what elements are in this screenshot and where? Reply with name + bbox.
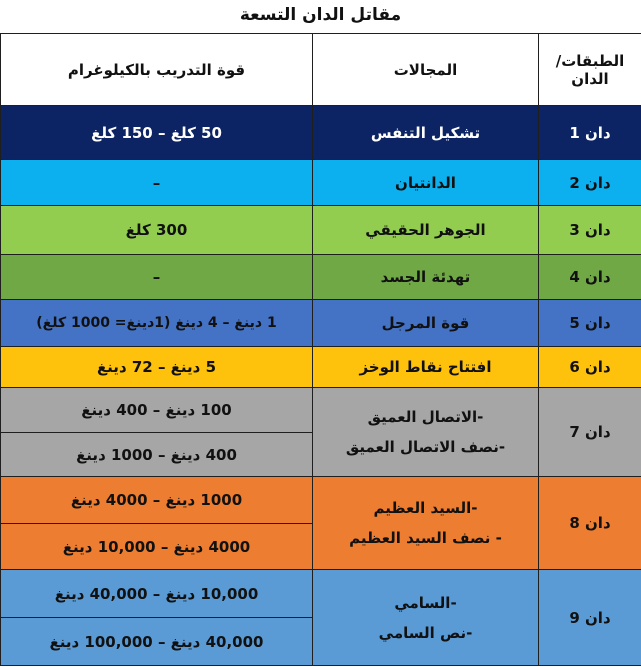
table-row <box>1 206 641 255</box>
strength-cell: 400 دينغ – 1000 دينغ <box>1 433 313 477</box>
dan-cell: دان 6 <box>539 347 641 388</box>
table-row <box>1 477 641 524</box>
field-cell: قوة المرجل <box>313 300 539 347</box>
header-fields: المجالات <box>313 34 539 106</box>
strength-cell: – <box>1 255 313 300</box>
strength-cell: 40,000 دينغ – 100,000 دينغ <box>1 618 313 666</box>
header-strength: قوة التدريب بالكيلوغرام <box>1 34 313 106</box>
field-cell: تهدئة الجسد <box>313 255 539 300</box>
header-level: الطبقات/ الدان <box>539 34 641 106</box>
strength-cell: 100 دينغ – 400 دينغ <box>1 388 313 433</box>
table-row <box>1 570 641 618</box>
strength-cell: 300 كلغ <box>1 206 313 255</box>
dan-cell: دان 4 <box>539 255 641 300</box>
table-row <box>1 106 641 160</box>
strength-cell: 5 دينغ – 72 دينغ <box>1 347 313 388</box>
dan-cell: دان 1 <box>539 106 641 160</box>
table-row <box>1 255 641 300</box>
strength-cell: 1000 دينغ – 4000 دينغ <box>1 477 313 524</box>
dan-table <box>0 33 641 666</box>
page-title: مقاتل الدان التسعة <box>239 5 402 25</box>
strength-cell: 10,000 دينغ – 40,000 دينغ <box>1 570 313 618</box>
table-row <box>1 388 641 433</box>
strength-cell: – <box>1 160 313 206</box>
strength-cell: 50 كلغ – 150 كلغ <box>1 106 313 160</box>
strength-cell: 4000 دينغ – 10,000 دينغ <box>1 524 313 570</box>
field-cell: -الاتصال العميق -نصف الاتصال العميق <box>313 388 539 477</box>
header-row <box>1 34 641 106</box>
strength-cell: 1 دينغ – 4 دينغ (1دينغ= 1000 كلغ) <box>1 300 313 347</box>
dan-cell: دان 5 <box>539 300 641 347</box>
field-cell: افتتاح نقاط الوخز <box>313 347 539 388</box>
field-cell: -السيد العظيم - نصف السيد العظيم <box>313 477 539 570</box>
field-cell: تشكيل التنفس <box>313 106 539 160</box>
dan-cell: دان 3 <box>539 206 641 255</box>
dan-cell: دان 2 <box>539 160 641 206</box>
field-cell: الجوهر الحقيقي <box>313 206 539 255</box>
dan-cell: دان 7 <box>539 388 641 477</box>
table-row <box>1 347 641 388</box>
table-row <box>1 160 641 206</box>
dan-cell: دان 8 <box>539 477 641 570</box>
field-cell: -السامي -نص السامي <box>313 570 539 666</box>
table-row <box>1 300 641 347</box>
field-cell: الدانتيان <box>313 160 539 206</box>
dan-cell: دان 9 <box>539 570 641 666</box>
